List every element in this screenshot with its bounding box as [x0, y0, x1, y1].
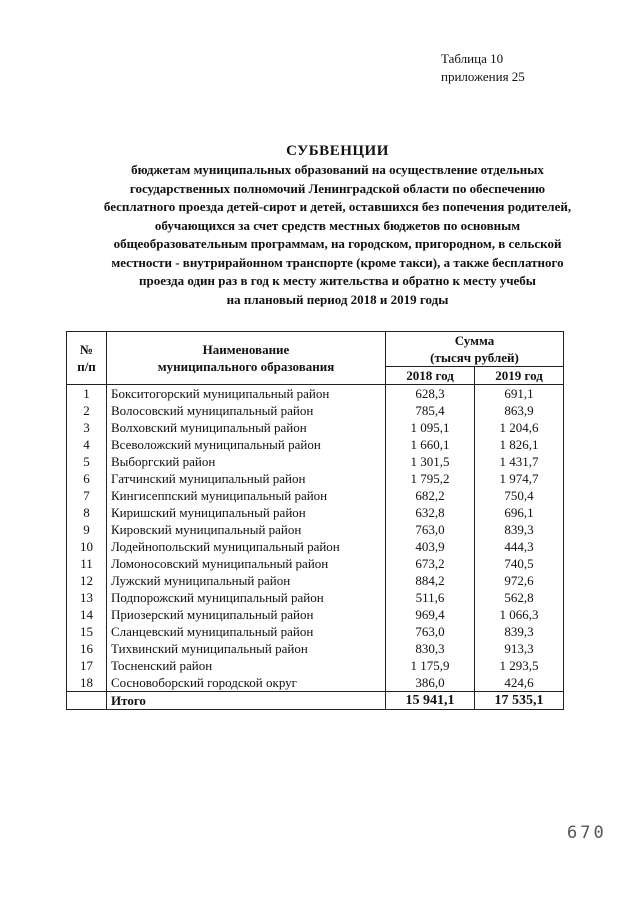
col-header-sum-line2: (тысяч рублей) — [430, 350, 519, 365]
total-2019: 17 535,1 — [475, 692, 564, 710]
row-name: Кингисеппский муниципальный район — [107, 487, 386, 504]
col-header-sum-line1: Сумма — [454, 333, 495, 348]
document-title-block — [40, 141, 635, 309]
table-row — [67, 572, 564, 589]
row-number: 8 — [67, 504, 107, 521]
table-row — [67, 589, 564, 606]
col-header-name-line1: Наименование — [202, 342, 290, 357]
row-number: 7 — [67, 487, 107, 504]
subtitle-line: государственных полномочий Ленинградской области по обеспечению — [129, 180, 546, 196]
row-name: Волосовский муниципальный район — [107, 402, 386, 419]
row-value-2019: 444,3 — [475, 538, 564, 555]
subtitle-line: проезда один раз в год к месту жительства и обратно к месту учебы — [139, 273, 536, 288]
row-value-2019: 1 066,3 — [475, 606, 564, 623]
row-name: Волховский муниципальный район — [107, 419, 386, 436]
table-body — [67, 385, 564, 692]
table-row — [67, 470, 564, 487]
row-name: Выборгский район — [107, 453, 386, 470]
row-number: 13 — [67, 589, 107, 606]
col-header-number-line1: № — [79, 342, 94, 357]
row-value-2018: 763,0 — [386, 623, 475, 640]
row-value-2018: 969,4 — [386, 606, 475, 623]
row-number: 16 — [67, 640, 107, 657]
table-row — [67, 419, 564, 436]
row-name: Лужский муниципальный район — [107, 572, 386, 589]
row-name: Тихвинский муниципальный район — [107, 640, 386, 657]
row-name: Сосновоборский городской округ — [107, 674, 386, 692]
row-value-2019: 562,8 — [475, 589, 564, 606]
row-number: 10 — [67, 538, 107, 555]
table-row — [67, 402, 564, 419]
table-row — [67, 555, 564, 572]
row-number: 17 — [67, 657, 107, 674]
subtitle-line: местности - внутрирайонном транспорте (кроме такси), а также бесплатного — [111, 254, 564, 270]
row-number: 9 — [67, 521, 107, 538]
col-header-number-line2: п/п — [77, 359, 96, 374]
row-value-2019: 839,3 — [475, 623, 564, 640]
table-row — [67, 504, 564, 521]
col-header-number — [67, 332, 107, 385]
row-value-2019: 972,6 — [475, 572, 564, 589]
table-row — [67, 623, 564, 640]
subtitle-line: бесплатного проезда детей-сирот и детей, оставшихся без попечения родителей, — [103, 199, 572, 214]
row-value-2018: 884,2 — [386, 572, 475, 589]
document-title: СУБВЕНЦИИ — [286, 143, 389, 159]
row-name: Всеволожский муниципальный район — [107, 436, 386, 453]
row-number: 11 — [67, 555, 107, 572]
row-number: 18 — [67, 674, 107, 692]
row-name: Тосненский район — [107, 657, 386, 674]
row-value-2018: 1 095,1 — [386, 419, 475, 436]
col-header-sum — [386, 332, 564, 367]
total-row — [67, 692, 564, 710]
row-name: Приозерский муниципальный район — [107, 606, 386, 623]
row-name: Бокситогорский муниципальный район — [107, 385, 386, 403]
row-name: Гатчинский муниципальный район — [107, 470, 386, 487]
row-value-2019: 424,6 — [475, 674, 564, 692]
table-row — [67, 453, 564, 470]
row-number: 2 — [67, 402, 107, 419]
row-value-2018: 1 175,9 — [386, 657, 475, 674]
row-value-2019: 1 974,7 — [475, 470, 564, 487]
row-name: Сланцевский муниципальный район — [107, 623, 386, 640]
table-reference-line1: Таблица 10 — [441, 51, 504, 66]
row-name: Лодейнопольский муниципальный район — [107, 538, 386, 555]
row-number: 6 — [67, 470, 107, 487]
row-value-2019: 750,4 — [475, 487, 564, 504]
row-name: Киришский муниципальный район — [107, 504, 386, 521]
subtitle-line: бюджетам муниципальных образований на осуществление отдельных — [131, 162, 544, 177]
row-value-2018: 628,3 — [386, 385, 475, 403]
row-value-2018: 830,3 — [386, 640, 475, 657]
table-row — [67, 385, 564, 403]
row-number: 4 — [67, 436, 107, 453]
table-reference-line2: приложения 25 — [441, 69, 525, 84]
col-header-name-line2: муниципального образования — [157, 359, 335, 374]
row-number: 3 — [67, 419, 107, 436]
row-value-2018: 673,2 — [386, 555, 475, 572]
row-value-2019: 839,3 — [475, 521, 564, 538]
subtitle-line: обучающихся за счет средств местных бюджетов по основным — [154, 217, 521, 233]
row-value-2019: 1 293,5 — [475, 657, 564, 674]
subtitle-line: на плановый период 2018 и 2019 годы — [226, 291, 449, 307]
col-header-name — [107, 332, 386, 385]
row-value-2019: 1 431,7 — [475, 453, 564, 470]
total-number-cell — [67, 692, 107, 710]
document-subtitle — [40, 161, 635, 309]
row-value-2018: 511,6 — [386, 589, 475, 606]
row-value-2019: 863,9 — [475, 402, 564, 419]
row-name: Ломоносовский муниципальный район — [107, 555, 386, 572]
row-value-2018: 386,0 — [386, 674, 475, 692]
row-value-2018: 763,0 — [386, 521, 475, 538]
table-row — [67, 657, 564, 674]
row-value-2019: 913,3 — [475, 640, 564, 657]
subtitle-line: общеобразовательным программам, на городском, пригородном, в сельской — [113, 236, 562, 251]
total-label: Итого — [107, 692, 386, 710]
col-header-year-2018: 2018 год — [386, 367, 475, 385]
row-value-2018: 632,8 — [386, 504, 475, 521]
row-value-2018: 1 795,2 — [386, 470, 475, 487]
table-row — [67, 436, 564, 453]
row-value-2018: 1 301,5 — [386, 453, 475, 470]
total-2018: 15 941,1 — [386, 692, 475, 710]
table-row — [67, 521, 564, 538]
row-number: 15 — [67, 623, 107, 640]
row-value-2018: 1 660,1 — [386, 436, 475, 453]
row-number: 1 — [67, 385, 107, 403]
row-name: Подпорожский муниципальный район — [107, 589, 386, 606]
row-name: Кировский муниципальный район — [107, 521, 386, 538]
col-header-year-2019: 2019 год — [475, 367, 564, 385]
row-value-2018: 682,2 — [386, 487, 475, 504]
row-value-2018: 403,9 — [386, 538, 475, 555]
table-row — [67, 640, 564, 657]
row-number: 12 — [67, 572, 107, 589]
table-row — [67, 606, 564, 623]
row-value-2019: 740,5 — [475, 555, 564, 572]
subsidies-table — [66, 331, 564, 710]
table-row — [67, 674, 564, 692]
row-value-2019: 691,1 — [475, 385, 564, 403]
row-number: 5 — [67, 453, 107, 470]
row-value-2019: 696,1 — [475, 504, 564, 521]
row-value-2018: 785,4 — [386, 402, 475, 419]
page-number: 670 — [567, 823, 607, 843]
row-value-2019: 1 826,1 — [475, 436, 564, 453]
table-row — [67, 487, 564, 504]
table-reference — [441, 50, 525, 86]
row-value-2019: 1 204,6 — [475, 419, 564, 436]
table-row — [67, 538, 564, 555]
row-number: 14 — [67, 606, 107, 623]
